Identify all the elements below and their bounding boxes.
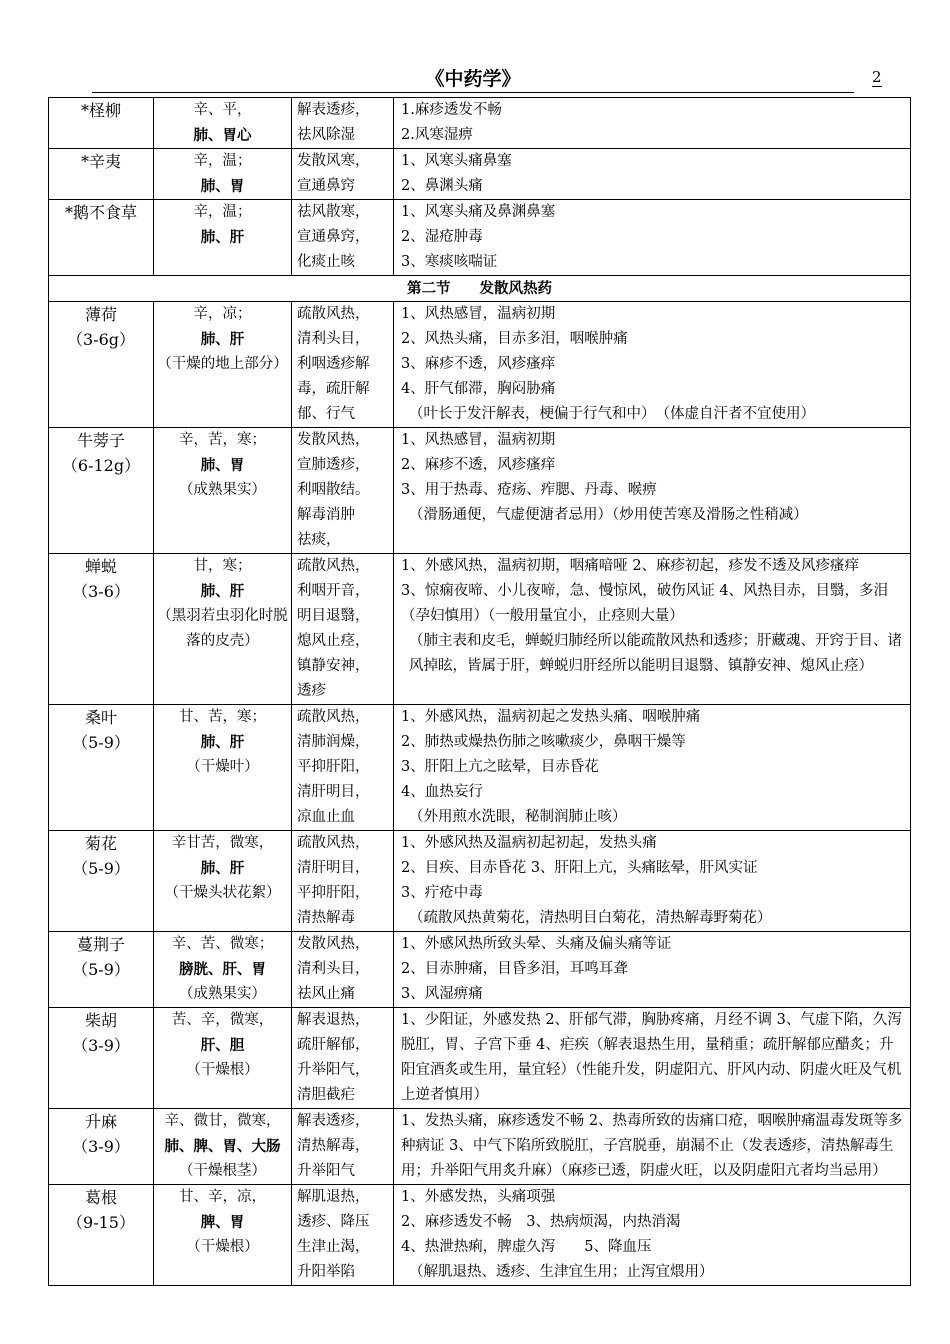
herb-effect: 利咽透疹解 <box>297 356 370 372</box>
herb-dose: （5-9） <box>72 960 130 979</box>
herb-effect: 明目退翳， <box>297 608 370 624</box>
herb-indication: 3、惊痫夜啼、小儿夜啼，急、慢惊风，破伤风证 4、风热目赤，目翳，多泪（孕妇慎用）（一般用量宜小，止痉则大量） <box>401 583 889 624</box>
property-cell <box>154 831 292 932</box>
herb-note: （外用煎水洗眼，秘制润肺止咳） <box>409 809 627 825</box>
herb-indication: 2、风热头痛，目赤多泪，咽喉肿痛 <box>401 331 628 347</box>
herb-meridian: 肺、脾、胃、大肠 <box>164 1138 281 1155</box>
herb-note: （滑肠通便，气虚便溏者忌用）（炒用使苦寒及滑肠之性稍减） <box>409 507 808 523</box>
herb-effect: 化痰止咳 <box>297 254 355 270</box>
indications-cell <box>394 554 911 705</box>
property-cell <box>154 98 292 149</box>
indications-cell <box>394 149 911 200</box>
indications-cell <box>394 200 911 276</box>
herb-name: 柴胡 <box>84 1011 117 1030</box>
effects-cell <box>292 932 394 1008</box>
table-row <box>49 428 911 554</box>
herb-effect: 宣通鼻窍 <box>297 178 355 194</box>
herb-indication: 1.麻疹透发不畅 <box>401 102 502 118</box>
herb-effect: 清肺润燥， <box>297 734 370 750</box>
herb-name: 薄荷 <box>84 305 117 324</box>
property-cell <box>154 302 292 428</box>
herb-indication: 2.风寒湿痹 <box>401 127 473 143</box>
effects-cell <box>292 1008 394 1109</box>
herb-effect: 解表透疹， <box>297 102 370 118</box>
indications-cell <box>394 831 911 932</box>
herb-nature: 辛、平， <box>193 102 252 118</box>
herb-effect: 发散风热， <box>297 432 370 448</box>
table-row <box>49 554 911 705</box>
table-row <box>49 1185 911 1286</box>
property-cell <box>154 428 292 554</box>
herb-effect: 利咽散结。 <box>297 482 370 498</box>
herb-source: （干燥叶） <box>186 759 259 775</box>
herb-indication: 1、风寒头痛及鼻渊鼻塞 <box>401 204 556 220</box>
herb-effect: 清胆截疟 <box>297 1087 355 1103</box>
herb-effect: 利咽开音， <box>297 583 370 599</box>
herb-name-cell <box>49 98 154 149</box>
herb-note: （叶长于发汗解表，梗偏于行气和中） （体虚自汗者不宜使用） <box>409 406 815 422</box>
herb-nature: 辛，温； <box>193 204 252 220</box>
herb-effect: 解表透疹， <box>297 1113 370 1129</box>
property-cell <box>154 149 292 200</box>
herb-note: （解肌退热、透疹、生津宜生用；止泻宜煨用） <box>409 1264 714 1280</box>
herb-name: 桑叶 <box>84 708 117 727</box>
herb-meridian: 肺、肝 <box>200 860 245 877</box>
herb-indication: 3、疔疮中毒 <box>401 885 483 901</box>
herb-meridian: 脾、胃 <box>200 1214 245 1231</box>
herb-dose: （5-9） <box>72 859 130 878</box>
herb-dose: （3-9） <box>72 1036 130 1055</box>
herb-effect: 祛风散寒， <box>297 204 370 220</box>
property-cell <box>154 554 292 705</box>
herb-indication: 1、外感风热，温病初期，咽痛喑哑 2、麻疹初起，疹发不透及风疹瘙痒 <box>401 558 860 574</box>
herb-indication: 2、目赤肿痛，目昏多泪，耳鸣耳聋 <box>401 961 628 977</box>
herb-nature: 辛、苦、微寒； <box>171 936 274 952</box>
herb-effect: 透疹 <box>297 683 326 699</box>
herb-name: *鹅不食草 <box>64 203 137 222</box>
herb-indication: 1、风热感冒，温病初期 <box>401 432 556 448</box>
herb-name-cell <box>49 149 154 200</box>
herb-indication: 3、麻疹不透，风疹瘙痒 <box>401 356 556 372</box>
herb-nature: 辛，温； <box>193 153 252 169</box>
herb-effect: 祛痰， <box>297 532 341 548</box>
table-row <box>49 1109 911 1185</box>
table-row <box>49 200 911 276</box>
herb-name-cell <box>49 705 154 831</box>
herb-name-cell <box>49 554 154 705</box>
herb-note: （肺主表和皮毛，蝉蜕归肺经所以能疏散风热和透疹；肝藏魂、开窍于目、诸风掉眩，皆属于肝，蝉蜕归肝经所以能明目退翳、镇静安神、熄风止痉） <box>409 633 902 674</box>
herb-effect: 宣肺透疹， <box>297 457 370 473</box>
herb-nature: 辛，苦，寒； <box>179 432 266 448</box>
herb-nature: 辛甘苦，微寒， <box>171 835 274 851</box>
herb-effect: 祛风止痛 <box>297 986 355 1002</box>
effects-cell <box>292 98 394 149</box>
herb-effect: 透疹、降压 <box>297 1214 370 1230</box>
herb-effect: 升阳举陷 <box>297 1264 355 1280</box>
effects-cell <box>292 554 394 705</box>
herb-dose: （9-15） <box>67 1213 135 1232</box>
herb-meridian: 膀胱、肝、胃 <box>179 961 266 978</box>
herb-indication: 1、发热头痛，麻疹透发不畅 2、热毒所致的齿痛口疮，咽喉肿痛温毒发斑等多种病证 3、中气下陷所致脱肛，子宫脱垂，崩漏不止（发表透疹，清热解毒生用；升举阳气用炙升麻）（麻疹已透，阴虚火旺，以及阴虚阳亢者均当忌用） <box>401 1113 903 1179</box>
indications-cell <box>394 98 911 149</box>
herb-effect: 清肝明目， <box>297 784 370 800</box>
herb-name-cell <box>49 428 154 554</box>
herb-name-cell <box>49 302 154 428</box>
effects-cell <box>292 831 394 932</box>
herb-indication: 4、热泄热痢，脾虚久泻 5、降血压 <box>401 1239 652 1255</box>
effects-cell <box>292 302 394 428</box>
herb-effect: 生津止渴， <box>297 1239 370 1255</box>
table-row <box>49 302 911 428</box>
herb-nature: 甘、苦，寒； <box>179 709 266 725</box>
herb-effect: 清肝明目， <box>297 860 370 876</box>
indications-cell <box>394 302 911 428</box>
herb-effect: 宣通鼻窍， <box>297 229 370 245</box>
herb-name: 菊花 <box>84 834 117 853</box>
effects-cell <box>292 1109 394 1185</box>
herb-indication: 3、肝阳上亢之眩晕，目赤昏花 <box>401 759 599 775</box>
herb-effect: 解肌退热， <box>297 1189 370 1205</box>
herb-indication: 2、湿疮肿毒 <box>401 229 483 245</box>
herb-indication: 2、肺热或燥热伤肺之咳嗽痰少，鼻咽干燥等 <box>401 734 686 750</box>
herb-source: （干燥的地上部分） <box>157 356 288 372</box>
table-row <box>49 1008 911 1109</box>
section-row <box>49 276 911 302</box>
herb-effect: 凉血止血 <box>297 809 355 825</box>
herb-source: （成熟果实） <box>179 482 266 498</box>
herb-indication: 2、麻疹透发不畅 3、热病烦渴，内热消渴 <box>401 1214 681 1230</box>
herb-meridian: 肺、肝 <box>200 583 245 600</box>
herb-name-cell <box>49 1109 154 1185</box>
effects-cell <box>292 1185 394 1286</box>
herb-source: （干燥头状花絮） <box>164 885 281 901</box>
herb-meridian: 肺、胃 <box>200 178 245 195</box>
herb-name-cell <box>49 200 154 276</box>
herb-name: *辛夷 <box>80 152 121 171</box>
page-number: 2 <box>872 68 882 86</box>
herb-effect: 清热解毒 <box>297 910 355 926</box>
herb-name-cell <box>49 1008 154 1109</box>
herb-effect: 清利头目， <box>297 961 370 977</box>
herb-effect: 解表退热， <box>297 1012 370 1028</box>
table-row <box>49 149 911 200</box>
property-cell <box>154 1185 292 1286</box>
herb-nature: 苦、辛，微寒， <box>171 1012 274 1028</box>
indications-cell <box>394 1008 911 1109</box>
herb-effect: 发散风热， <box>297 936 370 952</box>
herb-name: 蝉蜕 <box>84 557 117 576</box>
herb-table-body <box>49 98 911 1286</box>
herb-effect: 升举阳气， <box>297 1062 370 1078</box>
herb-dose: （3-6g） <box>66 330 135 349</box>
herb-effect: 毒，疏肝解 <box>297 381 370 397</box>
herb-source: （干燥根） <box>186 1239 259 1255</box>
table-row <box>49 932 911 1008</box>
property-cell <box>154 1109 292 1185</box>
herb-effect: 平抑肝阳， <box>297 885 370 901</box>
herb-effect: 清利头目， <box>297 331 370 347</box>
herb-name: 升麻 <box>84 1112 117 1131</box>
herb-effect: 郁、行气 <box>297 406 355 422</box>
herb-indication: 3、风湿痹痛 <box>401 986 483 1002</box>
herb-indication: 1、外感风热所致头晕、头痛及偏头痛等证 <box>401 936 672 952</box>
herb-source: （成熟果实） <box>179 986 266 1002</box>
herb-nature: 辛、微甘，微寒， <box>164 1113 281 1129</box>
herb-meridian: 肺、胃心 <box>193 127 252 144</box>
herb-indication: 1、外感风热及温病初起初起，发热头痛 <box>401 835 657 851</box>
indications-cell <box>394 1185 911 1286</box>
herb-dose: （3-6） <box>72 582 130 601</box>
herb-effect: 升举阳气 <box>297 1163 355 1179</box>
property-cell <box>154 705 292 831</box>
herb-name-cell <box>49 1185 154 1286</box>
herb-effect: 疏肝解郁， <box>297 1037 370 1053</box>
herb-effect: 祛风除湿 <box>297 127 355 143</box>
herb-nature: 甘、辛，凉， <box>179 1189 266 1205</box>
herb-source: （干燥根） <box>186 1062 259 1078</box>
document-title: 《中药学》 <box>425 68 521 90</box>
herb-indication: 1、风热感冒，温病初期 <box>401 306 556 322</box>
herb-meridian: 肺、肝 <box>200 229 245 246</box>
herb-indication: 3、用于热毒、疮疡、痄腮、丹毒、喉痹 <box>401 482 657 498</box>
herb-name-cell <box>49 932 154 1008</box>
indications-cell <box>394 932 911 1008</box>
herb-effect: 熄风止痉， <box>297 633 370 649</box>
section-heading: 第二节 发散风热药 <box>49 276 911 302</box>
herb-meridian: 肺、肝 <box>200 331 245 348</box>
herb-dose: （3-9） <box>72 1137 130 1156</box>
indications-cell <box>394 1109 911 1185</box>
herb-name: *柽柳 <box>80 101 121 120</box>
herb-nature: 辛，凉； <box>193 306 252 322</box>
herb-meridian: 肺、胃 <box>200 457 245 474</box>
herb-indication: 4、血热妄行 <box>401 784 483 800</box>
herb-indication: 1、少阳证，外感发热 2、肝郁气滞，胸胁疼痛，月经不调 3、气虚下陷，久泻脱肛，胃、子宫下垂 4、疟疾（解表退热生用，量稍重；疏肝解郁应醋炙；升阳宜酒炙或生用，量宜轻）（性能升发，阴虚阳亢、肝风内动、阴虚火旺及气机上逆者慎用） <box>401 1012 902 1103</box>
herb-indication: 2、麻疹不透，风疹瘙痒 <box>401 457 556 473</box>
herb-nature: 甘，寒； <box>193 558 252 574</box>
herb-dose: （5-9） <box>72 733 130 752</box>
herb-name: 蔓荆子 <box>76 935 125 954</box>
herb-meridian: 肝、胆 <box>200 1037 245 1054</box>
herb-source: （黑羽若虫羽化时脱落的皮壳） <box>157 608 288 649</box>
herb-indication: 3、寒痰咳喘证 <box>401 254 498 270</box>
table-row <box>49 705 911 831</box>
herb-effect: 镇静安神， <box>297 658 370 674</box>
herb-effect: 解毒消肿 <box>297 507 355 523</box>
property-cell <box>154 932 292 1008</box>
property-cell <box>154 200 292 276</box>
herb-effect: 疏散风热， <box>297 709 370 725</box>
herb-indication: 1、外感风热，温病初起之发热头痛、咽喉肿痛 <box>401 709 701 725</box>
herb-effect: 疏散风热， <box>297 558 370 574</box>
page-header <box>92 66 854 93</box>
effects-cell <box>292 705 394 831</box>
effects-cell <box>292 149 394 200</box>
herb-indication: 2、鼻渊头痛 <box>401 178 483 194</box>
herb-effect: 平抑肝阳， <box>297 759 370 775</box>
herb-name: 葛根 <box>84 1188 117 1207</box>
herb-indication: 1、风寒头痛鼻塞 <box>401 153 512 169</box>
herb-indication: 2、目疾、目赤昏花 3、肝阳上亢，头痛眩晕，肝风实证 <box>401 860 758 876</box>
herb-indication: 1、外感发热，头痛项强 <box>401 1189 556 1205</box>
effects-cell <box>292 428 394 554</box>
herb-table <box>48 97 911 1286</box>
herb-effect: 疏散风热， <box>297 306 370 322</box>
herb-dose: （6-12g） <box>61 456 141 475</box>
indications-cell <box>394 705 911 831</box>
herb-indication: 4、肝气郁滞，胸闷胁痛 <box>401 381 556 397</box>
herb-meridian: 肺、肝 <box>200 734 245 751</box>
table-row <box>49 98 911 149</box>
table-row <box>49 831 911 932</box>
herb-effect: 清热解毒， <box>297 1138 370 1154</box>
herb-name: 牛蒡子 <box>76 431 125 450</box>
effects-cell <box>292 200 394 276</box>
herb-note: （疏散风热黄菊花，清热明目白菊花，清热解毒野菊花） <box>409 910 772 926</box>
property-cell <box>154 1008 292 1109</box>
indications-cell <box>394 428 911 554</box>
herb-name-cell <box>49 831 154 932</box>
herb-effect: 发散风寒， <box>297 153 370 169</box>
herb-source: （干燥根茎） <box>179 1163 266 1179</box>
herb-effect: 疏散风热， <box>297 835 370 851</box>
